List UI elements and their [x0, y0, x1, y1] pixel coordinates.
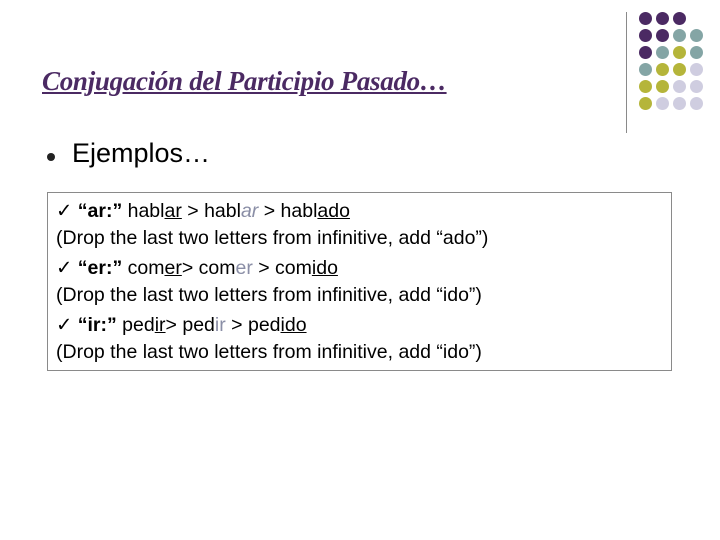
arrow-separator: >: [181, 257, 199, 279]
dropped-ending: ar: [240, 200, 259, 222]
stem: ped: [247, 314, 281, 336]
checkmark-icon: ✓: [56, 314, 73, 336]
decorative-dot: [673, 29, 686, 42]
decorative-dot: [690, 80, 703, 93]
decorative-dot: [656, 12, 669, 25]
infinitive-ending: er: [164, 257, 182, 279]
example-er-line: [56, 256, 338, 280]
decorative-dot: [690, 97, 703, 110]
infinitive-ending: ir: [154, 314, 166, 336]
dropped-ending: er: [235, 257, 253, 279]
bullet-icon: [47, 153, 55, 161]
stem: habl: [204, 200, 241, 222]
stem: com: [122, 257, 165, 279]
decorative-dot: [656, 63, 669, 76]
decorative-dot: [673, 80, 686, 93]
decorative-divider: [626, 12, 627, 133]
participle-ending: ido: [311, 257, 338, 279]
decorative-dot: [690, 29, 703, 42]
example-label: “er:”: [77, 257, 123, 279]
example-ir-note: (Drop the last two letters from infinitive, add “ido”): [56, 341, 482, 363]
arrow-separator: >: [181, 200, 205, 222]
stem: ped: [182, 314, 215, 336]
decorative-dot: [639, 80, 652, 93]
infinitive-ending: ar: [164, 200, 182, 222]
arrow-separator: >: [252, 257, 276, 279]
example-label: “ir:”: [77, 314, 117, 336]
example-ar-line: [56, 199, 350, 223]
decorative-dot: [656, 97, 669, 110]
decorative-dot: [656, 29, 669, 42]
example-ar-note: (Drop the last two letters from infinitive, add “ado”): [56, 227, 489, 249]
decorative-dot: [656, 46, 669, 59]
participle-ending: ado: [317, 200, 350, 222]
stem: habl: [122, 200, 165, 222]
decorative-dot: [639, 97, 652, 110]
dropped-ending: ir: [214, 314, 226, 336]
decorative-dot: [690, 46, 703, 59]
example-ir-line: [56, 313, 307, 337]
decorative-dot: [690, 63, 703, 76]
stem: habl: [280, 200, 318, 222]
stem: com: [275, 257, 312, 279]
stem: com: [198, 257, 236, 279]
decorative-dot: [673, 12, 686, 25]
decorative-dot: [673, 97, 686, 110]
decorative-dot: [673, 46, 686, 59]
example-er-note: (Drop the last two letters from infinitive, add “ido”): [56, 284, 482, 306]
checkmark-icon: ✓: [56, 200, 73, 222]
arrow-separator: >: [225, 314, 248, 336]
participle-ending: ido: [280, 314, 307, 336]
checkmark-icon: ✓: [56, 257, 73, 279]
decorative-dot: [639, 29, 652, 42]
decorative-dot: [639, 46, 652, 59]
decorative-dot: [639, 12, 652, 25]
section-heading: Ejemplos…: [72, 138, 211, 168]
arrow-separator: >: [165, 314, 183, 336]
arrow-separator: >: [258, 200, 281, 222]
stem: ped: [116, 314, 155, 336]
slide-title: Conjugación del Participio Pasado…: [42, 66, 447, 96]
decorative-dot: [673, 63, 686, 76]
example-label: “ar:”: [77, 200, 123, 222]
decorative-dot: [639, 63, 652, 76]
decorative-dot: [656, 80, 669, 93]
